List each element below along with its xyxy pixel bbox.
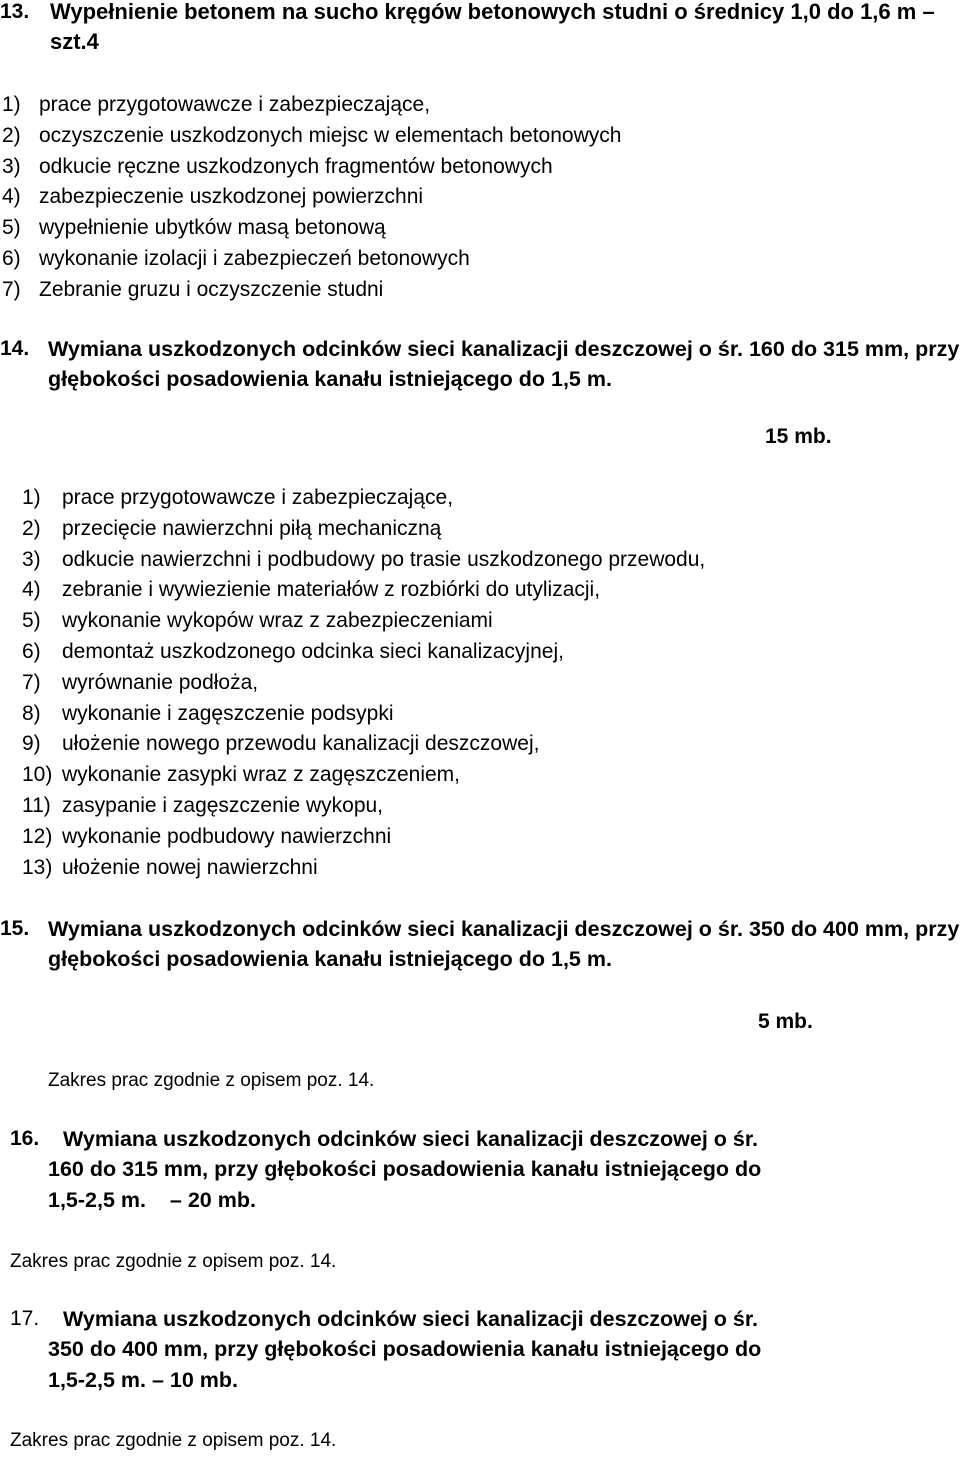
list-item [2, 152, 621, 183]
list-item [22, 637, 705, 668]
list-item-number: 5) [22, 609, 41, 633]
list-item-text: demontaż uszkodzonego odcinka sieci kanalizacyjnej, [62, 639, 564, 663]
list-item [22, 483, 705, 514]
list-item-number: 13) [22, 855, 53, 879]
list-item-text: Zebranie gruzu i oczyszczenie studni [39, 277, 384, 301]
list-item-number: 12) [22, 824, 53, 848]
list-item [2, 121, 621, 152]
list-item-number: 2) [22, 516, 41, 540]
list-item [22, 729, 705, 760]
list-item-text: wykonanie podbudowy nawierzchni [62, 824, 392, 848]
list-item [22, 575, 705, 606]
list-item [22, 760, 705, 791]
section-number: 15. [0, 917, 30, 940]
section-number: 13. [0, 0, 30, 23]
section-number: 14. [0, 337, 30, 360]
list-item-text: wykonanie wykopów wraz z zabezpieczeniami [62, 609, 493, 633]
list-item [22, 699, 705, 730]
section-title: Wymiana uszkodzonych odcinków sieci kanalizacji deszczowej o śr. 350 do 400 mm, przy głębokości posadowienia kanału istniejącego do 1,5 m. [48, 917, 960, 971]
section-17-title-line-3: 1,5-2,5 m. – 10 mb. [48, 1368, 239, 1392]
section-16-note: Zakres prac zgodnie z opisem poz. 14. [10, 1251, 337, 1272]
list-item-text: odkucie ręczne uszkodzonych fragmentów betonowych [39, 154, 553, 178]
list-item [2, 213, 621, 244]
section-17-note: Zakres prac zgodnie z opisem poz. 14. [10, 1430, 337, 1451]
list-item-number: 6) [2, 246, 21, 270]
section-title: Wypełnienie betonem na sucho kręgów betonowych studni o średnicy 1,0 do 1,6 m –szt.4 [50, 0, 935, 54]
list-item-text: ułożenie nowej nawierzchni [62, 855, 318, 879]
list-item-number: 1) [22, 486, 41, 509]
list-item-text: zasypanie i zagęszczenie wykopu, [62, 793, 384, 817]
list-item-number: 4) [2, 185, 21, 209]
list-item-text: ułożenie nowego przewodu kanalizacji deszczowej, [62, 732, 540, 756]
list-item-text: wykonanie i zagęszczenie podsypki [62, 701, 394, 725]
section-17-number: 17. [10, 1307, 40, 1330]
section-15-heading [0, 914, 960, 974]
section-14-quantity: 15 mb. [765, 425, 832, 448]
list-item-number: 10) [22, 763, 53, 787]
list-item [22, 606, 705, 637]
section-16-number: 16. [10, 1127, 40, 1150]
section-17-title-line-2: 350 do 400 mm, przy głębokości posadowienia kanału istniejącego do [48, 1337, 762, 1361]
list-item-number: 4) [22, 578, 41, 602]
list-item-text: wypełnienie ubytków masą betonową [39, 216, 386, 240]
list-item [2, 244, 621, 275]
list-item-text: prace przygotowawcze i zabezpieczające, [62, 486, 454, 509]
section-15-note: Zakres prac zgodnie z opisem poz. 14. [48, 1070, 375, 1091]
section-17-title-line-1: Wymiana uszkodzonych odcinków sieci kanalizacji deszczowej o śr. [63, 1307, 759, 1331]
list-item-text: wykonanie zasypki wraz z zagęszczeniem, [62, 763, 460, 787]
list-item [22, 514, 705, 545]
list-item [2, 275, 621, 306]
section-16-title-line-2: 160 do 315 mm, przy głębokości posadowienia kanału istniejącego do [48, 1157, 762, 1181]
section-15-quantity: 5 mb. [758, 1010, 813, 1033]
section-13-heading [0, 0, 955, 57]
list-item-number: 3) [2, 154, 21, 178]
list-item [22, 791, 705, 822]
list-item-number: 1) [2, 93, 21, 116]
list-item [2, 90, 621, 121]
section-title: Wymiana uszkodzonych odcinków sieci kanalizacji deszczowej o śr. 160 do 315 mm, przy głębokości posadowienia kanału istniejącego do 1,5 m. [48, 337, 960, 391]
list-item-text: odkucie nawierzchni i podbudowy po trasie uszkodzonego przewodu, [62, 547, 706, 571]
list-item [22, 853, 705, 884]
section-14-heading [0, 334, 960, 394]
section-13-task-list [2, 90, 621, 306]
list-item-number: 3) [22, 547, 41, 571]
list-item-text: wyrównanie podłoża, [62, 670, 259, 694]
list-item-number: 6) [22, 639, 41, 663]
list-item [22, 545, 705, 576]
list-item [2, 182, 621, 213]
list-item-number: 2) [2, 123, 21, 147]
list-item-number: 11) [22, 793, 51, 817]
list-item-text: przecięcie nawierzchni piłą mechaniczną [62, 516, 442, 540]
list-item-text: wykonanie izolacji i zabezpieczeń betonowych [39, 246, 470, 270]
list-item [22, 668, 705, 699]
list-item-text: oczyszczenie uszkodzonych miejsc w elementach betonowych [39, 123, 622, 147]
section-16-title-line-1: Wymiana uszkodzonych odcinków sieci kanalizacji deszczowej o śr. [63, 1127, 759, 1151]
section-14-task-list [22, 483, 705, 883]
list-item-text: zabezpieczenie uszkodzonej powierzchni [39, 185, 424, 209]
list-item-number: 8) [22, 701, 41, 725]
section-16-title-line-3: 1,5-2,5 m. – 20 mb. [48, 1188, 256, 1212]
list-item-text: zebranie i wywiezienie materiałów z rozbiórki do utylizacji, [62, 578, 601, 602]
list-item-number: 7) [2, 277, 21, 301]
list-item-number: 5) [2, 216, 21, 240]
list-item [22, 822, 705, 853]
list-item-number: 9) [22, 732, 41, 756]
list-item-text: prace przygotowawcze i zabezpieczające, [39, 93, 431, 116]
list-item-number: 7) [22, 670, 41, 694]
